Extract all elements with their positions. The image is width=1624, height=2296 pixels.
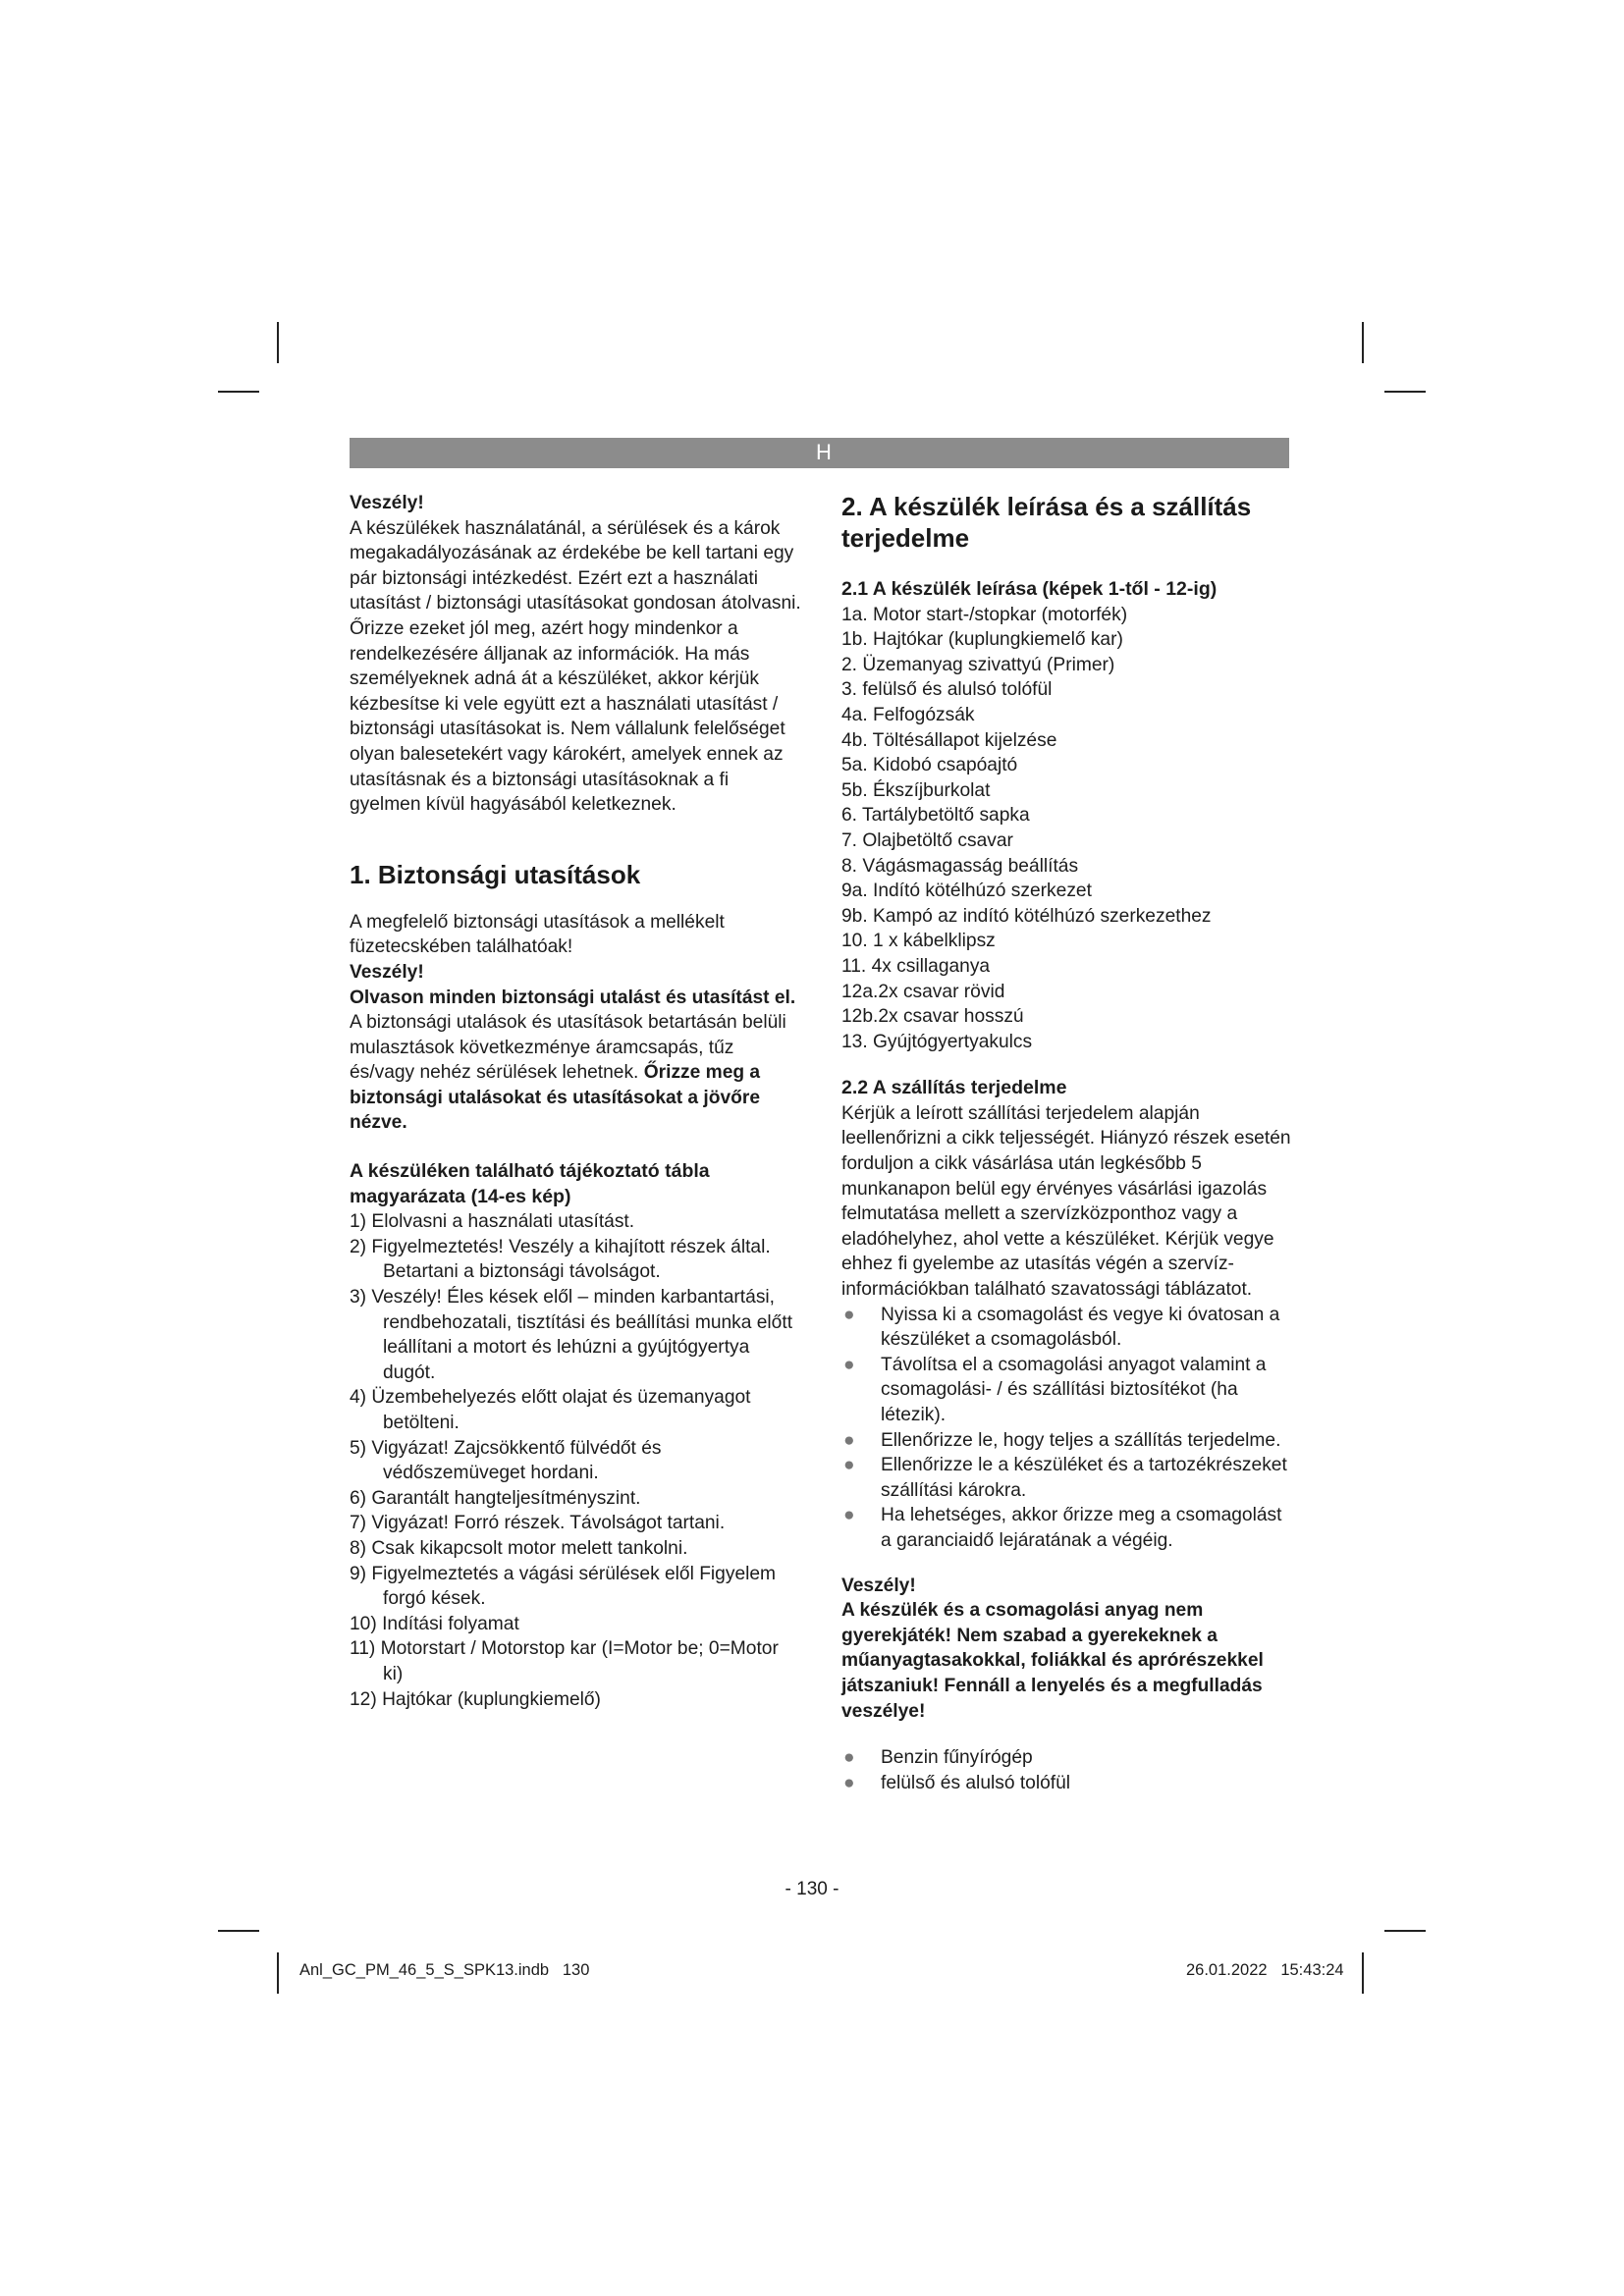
list-item: 12a.2x csavar rövid [841, 981, 1005, 1002]
crop-mark [1362, 1952, 1364, 1994]
list-item: 6) Garantált hangteljesítményszint. [350, 1487, 641, 1509]
bullet-icon: ● [843, 1747, 855, 1769]
list-item: 3. felülső és alulsó tolófül [841, 679, 1053, 701]
list-item: 2. Üzemanyag szivattyú (Primer) [841, 654, 1115, 675]
list-item: 9b. Kampó az indító kötélhúzó szerkezethez [841, 905, 1212, 927]
section-2-2-heading: 2.2 A szállítás terjedelme [841, 1077, 1067, 1099]
list-item: ● Ellenőrizze le, hogy teljes a szállítás terjedelme. [841, 1428, 1297, 1454]
list-item: 11. 4x csillaganya [841, 955, 991, 977]
list-item: 12) Hajtókar (kuplungkiemelő) [350, 1688, 601, 1710]
warning-title: Veszély! [350, 961, 424, 983]
left-column [350, 491, 803, 1712]
crop-mark [277, 322, 279, 363]
section-1-text: A megfelelő biztonsági utasítások a mellékelt füzetecskében találhatóak! [350, 911, 725, 958]
page-number: - 130 - [785, 1879, 839, 1899]
safety-text: A biztonsági utalások és utasítások betartásán belüli mulasztások következménye áramcsapás, tűz és/vagy nehéz sérülések lehetnek. [350, 1012, 786, 1084]
list-item: 8) Csak kikapcsolt motor melett tankolni. [350, 1537, 688, 1559]
bullet-icon: ● [843, 1455, 855, 1476]
list-item: 7) Vigyázat! Forró részek. Távolságot tartani. [350, 1513, 726, 1534]
delivery-text: Kérjük a leírott szállítási terjedelem alapján leellenőrizni a cikk teljességét. Hiányzó részek esetén forduljon a cikk vásárlása után legkésőbb 5 munkanapon belül egy érvényes vásárlási igazolás felmutatása mellett a szervízközponthoz vagy a eladóhelyhez, ahol vette a készüléket. Kérjük vegye ehhez fi gyelembe az utasítás végén a szervíz-információkban található szavatossági táblázatot. [841, 1102, 1291, 1301]
list-item: 8. Vágásmagasság beállítás [841, 855, 1079, 877]
crop-mark [218, 1930, 259, 1932]
safety-bold-text: Őrizze meg a biztonsági utalásokat és utasításokat a jövőre nézve. [350, 1062, 761, 1134]
list-item: 4) Üzembehelyezés előtt olajat és üzemanyagot betölteni. [350, 1387, 751, 1433]
list-item: 9) Figyelmeztetés a vágási sérülések elől Figyelem forgó kések. [350, 1563, 777, 1610]
list-item: 4b. Töltésállapot kijelzése [841, 729, 1057, 751]
crop-mark [1362, 322, 1364, 363]
bullet-icon: ● [843, 1354, 855, 1375]
list-item: ● felülső és alulsó tolófül [841, 1771, 1297, 1796]
warning-title: Veszély! [841, 1575, 916, 1596]
list-item: 5) Vigyázat! Zajcsökkentő fülvédőt és védőszemüveget hordani. [350, 1437, 662, 1484]
safety-bold-text: Olvason minden biztonsági utalást és utasítást el. [350, 987, 796, 1008]
bullet-icon: ● [843, 1772, 855, 1793]
bullet-icon: ● [843, 1505, 855, 1526]
list-item: 12b.2x csavar hosszú [841, 1006, 1024, 1028]
language-code: H [816, 440, 832, 464]
safety-warning-paragraph [350, 986, 803, 1137]
list-item: 1a. Motor start-/stopkar (motorfék) [841, 604, 1128, 625]
list-item: ● Benzin fűnyírógép [841, 1745, 1297, 1771]
crop-mark [277, 1952, 279, 1994]
list-item: 10. 1 x kábelklipsz [841, 931, 996, 952]
list-item: 7. Olajbetöltő csavar [841, 829, 1013, 851]
crop-mark [218, 391, 259, 393]
list-item: ● Távolítsa el a csomagolási anyagot valamint a csomagolási- / és szállítási biztosítékot (ha létezik). [843, 1354, 1267, 1425]
crop-mark [1384, 1930, 1426, 1932]
list-item: 5b. Ékszíjburkolat [841, 779, 991, 801]
section-2-1-heading: 2.1 A készülék leírása (képek 1-től - 12-ig) [841, 578, 1218, 600]
contents-list [841, 1745, 1297, 1795]
list-item: 2) Figyelmeztetés! Veszély a kihajított részek által. Betartani a biztonsági távolságot. [350, 1236, 771, 1283]
list-item: 1) Elolvasni a használati utasítást. [350, 1211, 635, 1233]
footer-timestamp: 26.01.2022 15:43:24 [1186, 1961, 1344, 1979]
info-plate-list [350, 1209, 803, 1712]
section-1-heading: 1. Biztonsági utasítások [350, 859, 641, 889]
warning-title: Veszély! [350, 493, 424, 513]
list-item: 9a. Indító kötélhúzó szerkezet [841, 881, 1092, 902]
list-item: 11) Motorstart / Motorstop kar (I=Motor be; 0=Motor ki) [350, 1638, 779, 1684]
unpacking-list [841, 1303, 1297, 1554]
list-item: 4a. Felfogózsák [841, 704, 975, 725]
footer-filename: Anl_GC_PM_46_5_S_SPK13.indb 130 [299, 1961, 590, 1979]
list-item: 13. Gyújtógyertyakulcs [841, 1031, 1033, 1052]
parts-list [841, 603, 1297, 1055]
bullet-icon: ● [843, 1304, 855, 1325]
info-plate-heading: A készüléken található tájékoztató tábla magyarázata (14-es kép) [350, 1160, 710, 1207]
bullet-icon: ● [843, 1429, 855, 1451]
list-item: ● Ellenőrizze le a készüléket és a tartozékrészeket szállítási károkra. [843, 1455, 1287, 1501]
list-item: 5a. Kidobó csapóajtó [841, 755, 1018, 776]
list-item: ● Nyissa ki a csomagolást és vegye ki óvatosan a készüléket a csomagolásból. [843, 1304, 1280, 1351]
list-item: 3) Veszély! Éles kések elől – minden karbantartási, rendbehozatali, tisztítási és beállítási munka előtt leállítani a motort és lehúzni a gyújtógyertya dugót. [350, 1287, 793, 1383]
child-safety-warning: A készülék és a csomagolási anyag nem gyerekjáték! Nem szabad a gyerekeknek a műanyagtasakokkal, foliákkal és aprórészekkel játszaniuk! Fennáll a lenyelés és a megfulladás veszélye! [841, 1600, 1264, 1722]
crop-mark [1384, 391, 1426, 393]
list-item: 6. Tartálybetöltő sapka [841, 805, 1030, 827]
section-2-heading: 2. A készülék leírása és a szállítás terjedelme [841, 492, 1252, 553]
right-column [841, 491, 1297, 1795]
list-item: 1b. Hajtókar (kuplungkiemelő kar) [841, 629, 1123, 651]
list-item: 10) Indítási folyamat [350, 1613, 519, 1634]
list-item: ● Ha lehetséges, akkor őrizze meg a csomagolást a garanciaidő lejáratának a végéig. [843, 1505, 1282, 1551]
warning-text: A készülékek használatánál, a sérülések és a károk megakadályozásának az érdekébe be kell tartani egy pár biztonsági intézkedést. Ezért ezt a használati utasítást / biztonsági utasításokat gondosan átolvasni. Őrizze ezeket jól meg, azért hogy mindenkor a rendelkezésére álljanak az információk. Ha más személyeknek adná át a készüléket, akkor kérjük kézbesítse ki vele együtt ezt a használati utasítást / biztonsági utasításokat is. Nem vállalunk felelőséget olyan balesetekért vagy károkért, amelyek ennek az utasításnak és a biztonsági utasításoknak a fi gyelmen kívül hagyásából keletkeznek. [350, 517, 801, 816]
language-header-bar [350, 438, 1289, 468]
